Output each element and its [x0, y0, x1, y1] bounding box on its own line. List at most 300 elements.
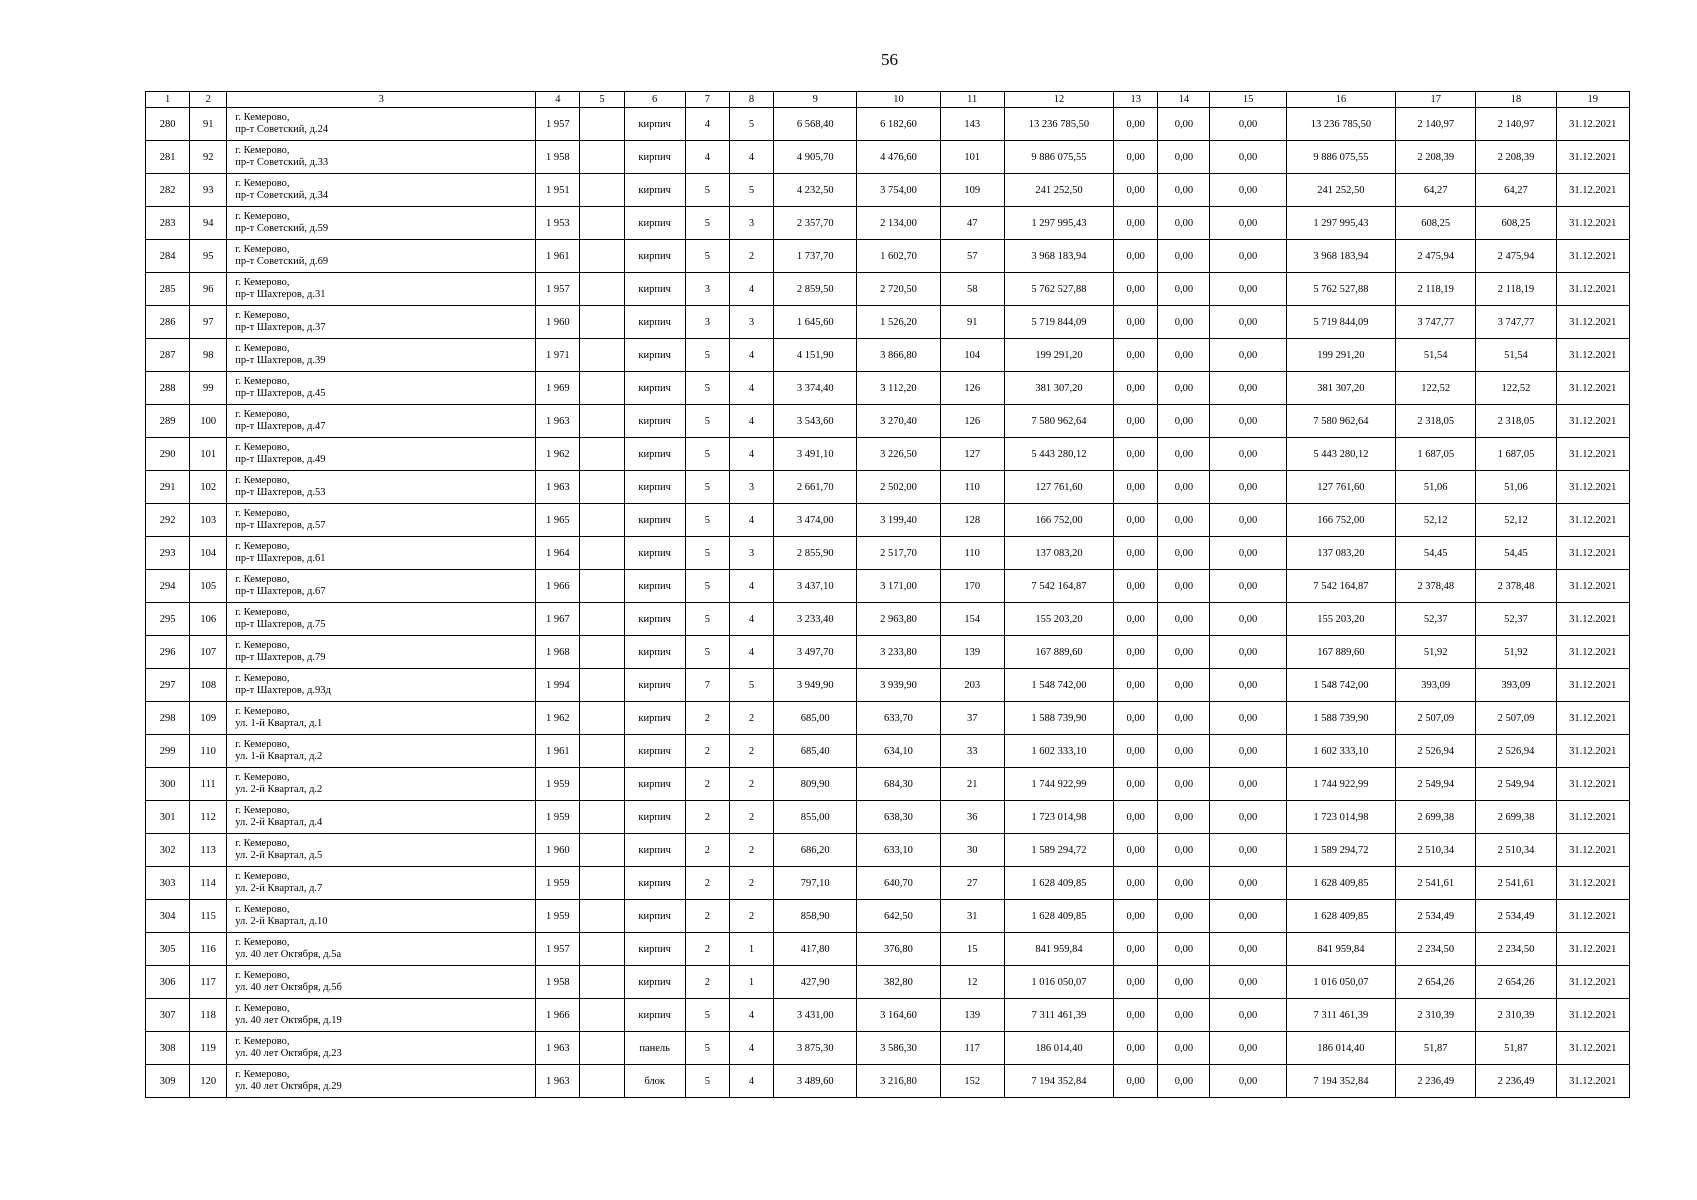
cell-col-10: 2 517,70: [857, 537, 940, 570]
cell-col-12: 1 744 922,99: [1004, 768, 1113, 801]
cell-col-7: 2: [685, 867, 729, 900]
cell-col-9: 417,80: [774, 933, 857, 966]
cell-col-12: 186 014,40: [1004, 1032, 1113, 1065]
cell-col-15: 0,00: [1210, 405, 1286, 438]
column-header-18: 18: [1476, 92, 1556, 108]
cell-col-10: 3 866,80: [857, 339, 940, 372]
cell-col-5: [580, 702, 624, 735]
cell-col-10: 2 963,80: [857, 603, 940, 636]
cell-col-16: 9 886 075,55: [1286, 141, 1395, 174]
cell-col-5: [580, 372, 624, 405]
cell-col-17: 54,45: [1396, 537, 1476, 570]
cell-col-1: 307: [146, 999, 190, 1032]
cell-col-19: 31.12.2021: [1556, 801, 1629, 834]
cell-col-8: 3: [729, 306, 773, 339]
table-row: [146, 504, 1630, 537]
cell-col-9: 3 474,00: [774, 504, 857, 537]
cell-col-13: 0,00: [1114, 306, 1158, 339]
cell-col-5: [580, 834, 624, 867]
cell-col-15: 0,00: [1210, 867, 1286, 900]
cell-col-18: 52,37: [1476, 603, 1556, 636]
cell-col-11: 154: [940, 603, 1004, 636]
cell-col-13: 0,00: [1114, 504, 1158, 537]
cell-col-5: [580, 570, 624, 603]
cell-col-4: 1 958: [536, 141, 580, 174]
cell-col-1: 292: [146, 504, 190, 537]
cell-col-6: кирпич: [624, 537, 685, 570]
cell-col-14: 0,00: [1158, 438, 1210, 471]
cell-col-7: 5: [685, 405, 729, 438]
cell-col-6: кирпич: [624, 339, 685, 372]
cell-col-15: 0,00: [1210, 999, 1286, 1032]
address-city: г. Кемерово,: [235, 145, 290, 156]
address-city: г. Кемерово,: [235, 475, 290, 486]
cell-col-16: 1 548 742,00: [1286, 669, 1395, 702]
cell-col-5: [580, 207, 624, 240]
cell-col-16: 7 311 461,39: [1286, 999, 1395, 1032]
cell-col-18: 2 507,09: [1476, 702, 1556, 735]
address-city: г. Кемерово,: [235, 178, 290, 189]
cell-col-11: 104: [940, 339, 1004, 372]
cell-col-10: 3 171,00: [857, 570, 940, 603]
cell-col-14: 0,00: [1158, 669, 1210, 702]
cell-col-18: 52,12: [1476, 504, 1556, 537]
cell-col-16: 241 252,50: [1286, 174, 1395, 207]
address-cell: [227, 240, 536, 273]
address-street: ул. 40 лет Октября, д.23: [235, 1048, 342, 1059]
cell-col-4: 1 969: [536, 372, 580, 405]
cell-col-12: 137 083,20: [1004, 537, 1113, 570]
address-street: ул. 2-й Квартал, д.4: [235, 817, 323, 828]
cell-col-1: 283: [146, 207, 190, 240]
cell-col-8: 2: [729, 834, 773, 867]
cell-col-4: 1 957: [536, 108, 580, 141]
cell-col-1: 286: [146, 306, 190, 339]
address-city: г. Кемерово,: [235, 871, 290, 882]
column-number-header: [146, 92, 1630, 108]
cell-col-1: 300: [146, 768, 190, 801]
cell-col-10: 3 164,60: [857, 999, 940, 1032]
cell-col-18: 1 687,05: [1476, 438, 1556, 471]
cell-col-7: 2: [685, 900, 729, 933]
table-row: [146, 372, 1630, 405]
cell-col-5: [580, 603, 624, 636]
table-row: [146, 834, 1630, 867]
table-row: [146, 438, 1630, 471]
address-cell: [227, 306, 536, 339]
cell-col-9: 3 489,60: [774, 1065, 857, 1098]
cell-col-8: 2: [729, 702, 773, 735]
cell-col-11: 139: [940, 636, 1004, 669]
cell-col-13: 0,00: [1114, 801, 1158, 834]
address-street: ул. 40 лет Октября, д.5а: [235, 949, 342, 960]
cell-col-6: кирпич: [624, 471, 685, 504]
cell-col-4: 1 968: [536, 636, 580, 669]
cell-col-19: 31.12.2021: [1556, 669, 1629, 702]
cell-col-14: 0,00: [1158, 372, 1210, 405]
cell-col-15: 0,00: [1210, 108, 1286, 141]
cell-col-18: 2 549,94: [1476, 768, 1556, 801]
cell-col-9: 855,00: [774, 801, 857, 834]
cell-col-6: кирпич: [624, 405, 685, 438]
address-cell: [227, 504, 536, 537]
cell-col-11: 126: [940, 372, 1004, 405]
cell-col-5: [580, 273, 624, 306]
cell-col-11: 152: [940, 1065, 1004, 1098]
cell-col-4: 1 953: [536, 207, 580, 240]
cell-col-2: 97: [190, 306, 227, 339]
column-header-19: 19: [1556, 92, 1629, 108]
cell-col-6: кирпич: [624, 603, 685, 636]
cell-col-17: 2 507,09: [1396, 702, 1476, 735]
cell-col-13: 0,00: [1114, 702, 1158, 735]
cell-col-2: 118: [190, 999, 227, 1032]
cell-col-11: 47: [940, 207, 1004, 240]
cell-col-8: 3: [729, 471, 773, 504]
cell-col-18: 2 699,38: [1476, 801, 1556, 834]
cell-col-18: 2 654,26: [1476, 966, 1556, 999]
cell-col-11: 170: [940, 570, 1004, 603]
cell-col-10: 642,50: [857, 900, 940, 933]
cell-col-7: 5: [685, 504, 729, 537]
cell-col-2: 120: [190, 1065, 227, 1098]
cell-col-12: 841 959,84: [1004, 933, 1113, 966]
cell-col-18: 2 208,39: [1476, 141, 1556, 174]
cell-col-6: кирпич: [624, 636, 685, 669]
cell-col-4: 1 961: [536, 735, 580, 768]
cell-col-16: 1 602 333,10: [1286, 735, 1395, 768]
cell-col-18: 122,52: [1476, 372, 1556, 405]
cell-col-10: 3 112,20: [857, 372, 940, 405]
cell-col-19: 31.12.2021: [1556, 141, 1629, 174]
cell-col-6: панель: [624, 1032, 685, 1065]
cell-col-1: 282: [146, 174, 190, 207]
cell-col-15: 0,00: [1210, 669, 1286, 702]
column-header-4: 4: [536, 92, 580, 108]
cell-col-13: 0,00: [1114, 537, 1158, 570]
cell-col-7: 5: [685, 1032, 729, 1065]
cell-col-2: 93: [190, 174, 227, 207]
cell-col-6: кирпич: [624, 174, 685, 207]
cell-col-2: 95: [190, 240, 227, 273]
cell-col-8: 2: [729, 768, 773, 801]
cell-col-16: 5 719 844,09: [1286, 306, 1395, 339]
cell-col-5: [580, 141, 624, 174]
address-cell: [227, 207, 536, 240]
cell-col-16: 199 291,20: [1286, 339, 1395, 372]
cell-col-9: 1 645,60: [774, 306, 857, 339]
cell-col-12: 7 542 164,87: [1004, 570, 1113, 603]
cell-col-16: 127 761,60: [1286, 471, 1395, 504]
cell-col-4: 1 959: [536, 867, 580, 900]
cell-col-2: 106: [190, 603, 227, 636]
cell-col-15: 0,00: [1210, 735, 1286, 768]
cell-col-2: 91: [190, 108, 227, 141]
cell-col-8: 4: [729, 999, 773, 1032]
cell-col-15: 0,00: [1210, 438, 1286, 471]
cell-col-14: 0,00: [1158, 405, 1210, 438]
cell-col-6: кирпич: [624, 735, 685, 768]
cell-col-8: 3: [729, 207, 773, 240]
cell-col-5: [580, 504, 624, 537]
cell-col-19: 31.12.2021: [1556, 933, 1629, 966]
cell-col-1: 295: [146, 603, 190, 636]
cell-col-6: кирпич: [624, 900, 685, 933]
address-street: ул. 2-й Квартал, д.5: [235, 850, 323, 861]
cell-col-2: 113: [190, 834, 227, 867]
address-street: пр-т Советский, д.59: [235, 223, 329, 234]
cell-col-4: 1 962: [536, 702, 580, 735]
cell-col-9: 3 491,10: [774, 438, 857, 471]
cell-col-2: 99: [190, 372, 227, 405]
cell-col-19: 31.12.2021: [1556, 240, 1629, 273]
cell-col-15: 0,00: [1210, 966, 1286, 999]
column-header-13: 13: [1114, 92, 1158, 108]
cell-col-19: 31.12.2021: [1556, 504, 1629, 537]
cell-col-5: [580, 999, 624, 1032]
address-city: г. Кемерово,: [235, 970, 290, 981]
cell-col-2: 109: [190, 702, 227, 735]
cell-col-9: 685,00: [774, 702, 857, 735]
cell-col-19: 31.12.2021: [1556, 900, 1629, 933]
cell-col-12: 381 307,20: [1004, 372, 1113, 405]
cell-col-4: 1 960: [536, 306, 580, 339]
cell-col-15: 0,00: [1210, 636, 1286, 669]
cell-col-13: 0,00: [1114, 339, 1158, 372]
cell-col-11: 110: [940, 471, 1004, 504]
cell-col-10: 3 939,90: [857, 669, 940, 702]
cell-col-1: 284: [146, 240, 190, 273]
cell-col-17: 3 747,77: [1396, 306, 1476, 339]
address-street: пр-т Советский, д.24: [235, 124, 329, 135]
cell-col-6: кирпич: [624, 240, 685, 273]
cell-col-8: 4: [729, 636, 773, 669]
cell-col-4: 1 957: [536, 933, 580, 966]
cell-col-9: 3 497,70: [774, 636, 857, 669]
cell-col-15: 0,00: [1210, 273, 1286, 306]
cell-col-10: 2 720,50: [857, 273, 940, 306]
address-street: пр-т Шахтеров, д.31: [235, 289, 326, 300]
cell-col-13: 0,00: [1114, 405, 1158, 438]
cell-col-7: 5: [685, 636, 729, 669]
cell-col-8: 2: [729, 867, 773, 900]
cell-col-8: 4: [729, 405, 773, 438]
cell-col-15: 0,00: [1210, 339, 1286, 372]
cell-col-17: 2 140,97: [1396, 108, 1476, 141]
cell-col-17: 51,06: [1396, 471, 1476, 504]
cell-col-4: 1 994: [536, 669, 580, 702]
cell-col-9: 2 357,70: [774, 207, 857, 240]
cell-col-15: 0,00: [1210, 768, 1286, 801]
cell-col-14: 0,00: [1158, 141, 1210, 174]
cell-col-17: 2 236,49: [1396, 1065, 1476, 1098]
column-header-17: 17: [1396, 92, 1476, 108]
cell-col-14: 0,00: [1158, 207, 1210, 240]
cell-col-12: 7 194 352,84: [1004, 1065, 1113, 1098]
cell-col-13: 0,00: [1114, 933, 1158, 966]
cell-col-18: 51,92: [1476, 636, 1556, 669]
cell-col-17: 2 549,94: [1396, 768, 1476, 801]
table-body: [146, 108, 1630, 1098]
cell-col-13: 0,00: [1114, 1032, 1158, 1065]
cell-col-13: 0,00: [1114, 768, 1158, 801]
table-row: [146, 702, 1630, 735]
cell-col-10: 2 134,00: [857, 207, 940, 240]
address-cell: [227, 900, 536, 933]
address-cell: [227, 603, 536, 636]
cell-col-1: 280: [146, 108, 190, 141]
cell-col-1: 301: [146, 801, 190, 834]
column-header-2: 2: [190, 92, 227, 108]
cell-col-13: 0,00: [1114, 471, 1158, 504]
cell-col-8: 4: [729, 141, 773, 174]
cell-col-11: 30: [940, 834, 1004, 867]
cell-col-15: 0,00: [1210, 504, 1286, 537]
cell-col-11: 12: [940, 966, 1004, 999]
address-cell: [227, 1065, 536, 1098]
cell-col-11: 37: [940, 702, 1004, 735]
page-number: 56: [881, 50, 898, 69]
address-city: г. Кемерово,: [235, 640, 290, 651]
address-street: пр-т Советский, д.69: [235, 256, 329, 267]
cell-col-8: 1: [729, 966, 773, 999]
address-street: пр-т Шахтеров, д.93д: [235, 685, 331, 696]
cell-col-18: 2 475,94: [1476, 240, 1556, 273]
address-city: г. Кемерово,: [235, 805, 290, 816]
cell-col-17: 51,54: [1396, 339, 1476, 372]
address-cell: [227, 933, 536, 966]
cell-col-7: 7: [685, 669, 729, 702]
table-row: [146, 306, 1630, 339]
cell-col-17: 2 654,26: [1396, 966, 1476, 999]
cell-col-5: [580, 405, 624, 438]
cell-col-2: 112: [190, 801, 227, 834]
cell-col-2: 116: [190, 933, 227, 966]
cell-col-6: кирпич: [624, 801, 685, 834]
cell-col-12: 199 291,20: [1004, 339, 1113, 372]
column-header-1: 1: [146, 92, 190, 108]
cell-col-13: 0,00: [1114, 735, 1158, 768]
cell-col-17: 2 118,19: [1396, 273, 1476, 306]
cell-col-16: 3 968 183,94: [1286, 240, 1395, 273]
cell-col-14: 0,00: [1158, 273, 1210, 306]
cell-col-14: 0,00: [1158, 108, 1210, 141]
cell-col-5: [580, 174, 624, 207]
address-cell: [227, 702, 536, 735]
table-row: [146, 669, 1630, 702]
cell-col-2: 101: [190, 438, 227, 471]
cell-col-12: 1 589 294,72: [1004, 834, 1113, 867]
cell-col-1: 294: [146, 570, 190, 603]
cell-col-7: 2: [685, 801, 729, 834]
cell-col-15: 0,00: [1210, 933, 1286, 966]
address-city: г. Кемерово,: [235, 244, 290, 255]
cell-col-4: 1 962: [536, 438, 580, 471]
cell-col-18: 51,87: [1476, 1032, 1556, 1065]
cell-col-15: 0,00: [1210, 900, 1286, 933]
table-row: [146, 1032, 1630, 1065]
cell-col-5: [580, 669, 624, 702]
address-cell: [227, 108, 536, 141]
address-city: г. Кемерово,: [235, 706, 290, 717]
cell-col-10: 640,70: [857, 867, 940, 900]
cell-col-5: [580, 768, 624, 801]
cell-col-17: 2 526,94: [1396, 735, 1476, 768]
cell-col-16: 1 297 995,43: [1286, 207, 1395, 240]
cell-col-4: 1 963: [536, 1032, 580, 1065]
address-street: пр-т Шахтеров, д.45: [235, 388, 326, 399]
column-header-14: 14: [1158, 92, 1210, 108]
cell-col-16: 7 580 962,64: [1286, 405, 1395, 438]
column-header-15: 15: [1210, 92, 1286, 108]
cell-col-17: 2 541,61: [1396, 867, 1476, 900]
address-city: г. Кемерово,: [235, 574, 290, 585]
cell-col-13: 0,00: [1114, 174, 1158, 207]
cell-col-7: 5: [685, 570, 729, 603]
cell-col-1: 306: [146, 966, 190, 999]
cell-col-18: 51,54: [1476, 339, 1556, 372]
cell-col-7: 5: [685, 174, 729, 207]
cell-col-14: 0,00: [1158, 603, 1210, 636]
cell-col-15: 0,00: [1210, 1065, 1286, 1098]
table-row: [146, 471, 1630, 504]
cell-col-12: 13 236 785,50: [1004, 108, 1113, 141]
cell-col-18: 608,25: [1476, 207, 1556, 240]
cell-col-4: 1 964: [536, 537, 580, 570]
cell-col-7: 2: [685, 966, 729, 999]
cell-col-13: 0,00: [1114, 108, 1158, 141]
cell-col-16: 841 959,84: [1286, 933, 1395, 966]
cell-col-9: 3 949,90: [774, 669, 857, 702]
cell-col-7: 2: [685, 834, 729, 867]
cell-col-14: 0,00: [1158, 900, 1210, 933]
cell-col-16: 5 762 527,88: [1286, 273, 1395, 306]
address-city: г. Кемерово,: [235, 1003, 290, 1014]
cell-col-13: 0,00: [1114, 669, 1158, 702]
cell-col-9: 858,90: [774, 900, 857, 933]
cell-col-16: 166 752,00: [1286, 504, 1395, 537]
cell-col-12: 3 968 183,94: [1004, 240, 1113, 273]
cell-col-8: 4: [729, 273, 773, 306]
cell-col-9: 1 737,70: [774, 240, 857, 273]
address-cell: [227, 834, 536, 867]
cell-col-18: 2 378,48: [1476, 570, 1556, 603]
cell-col-17: 2 208,39: [1396, 141, 1476, 174]
cell-col-5: [580, 537, 624, 570]
address-cell: [227, 966, 536, 999]
cell-col-7: 5: [685, 240, 729, 273]
address-cell: [227, 867, 536, 900]
cell-col-8: 4: [729, 1032, 773, 1065]
cell-col-19: 31.12.2021: [1556, 867, 1629, 900]
address-street: ул. 2-й Квартал, д.7: [235, 883, 323, 894]
table-row: [146, 108, 1630, 141]
cell-col-11: 109: [940, 174, 1004, 207]
cell-col-2: 111: [190, 768, 227, 801]
cell-col-16: 1 628 409,85: [1286, 900, 1395, 933]
cell-col-9: 3 431,00: [774, 999, 857, 1032]
cell-col-15: 0,00: [1210, 174, 1286, 207]
cell-col-8: 2: [729, 900, 773, 933]
address-street: пр-т Шахтеров, д.79: [235, 652, 326, 663]
cell-col-10: 633,70: [857, 702, 940, 735]
cell-col-14: 0,00: [1158, 504, 1210, 537]
address-cell: [227, 174, 536, 207]
cell-col-19: 31.12.2021: [1556, 966, 1629, 999]
table-row: [146, 735, 1630, 768]
cell-col-12: 1 602 333,10: [1004, 735, 1113, 768]
address-city: г. Кемерово,: [235, 541, 290, 552]
